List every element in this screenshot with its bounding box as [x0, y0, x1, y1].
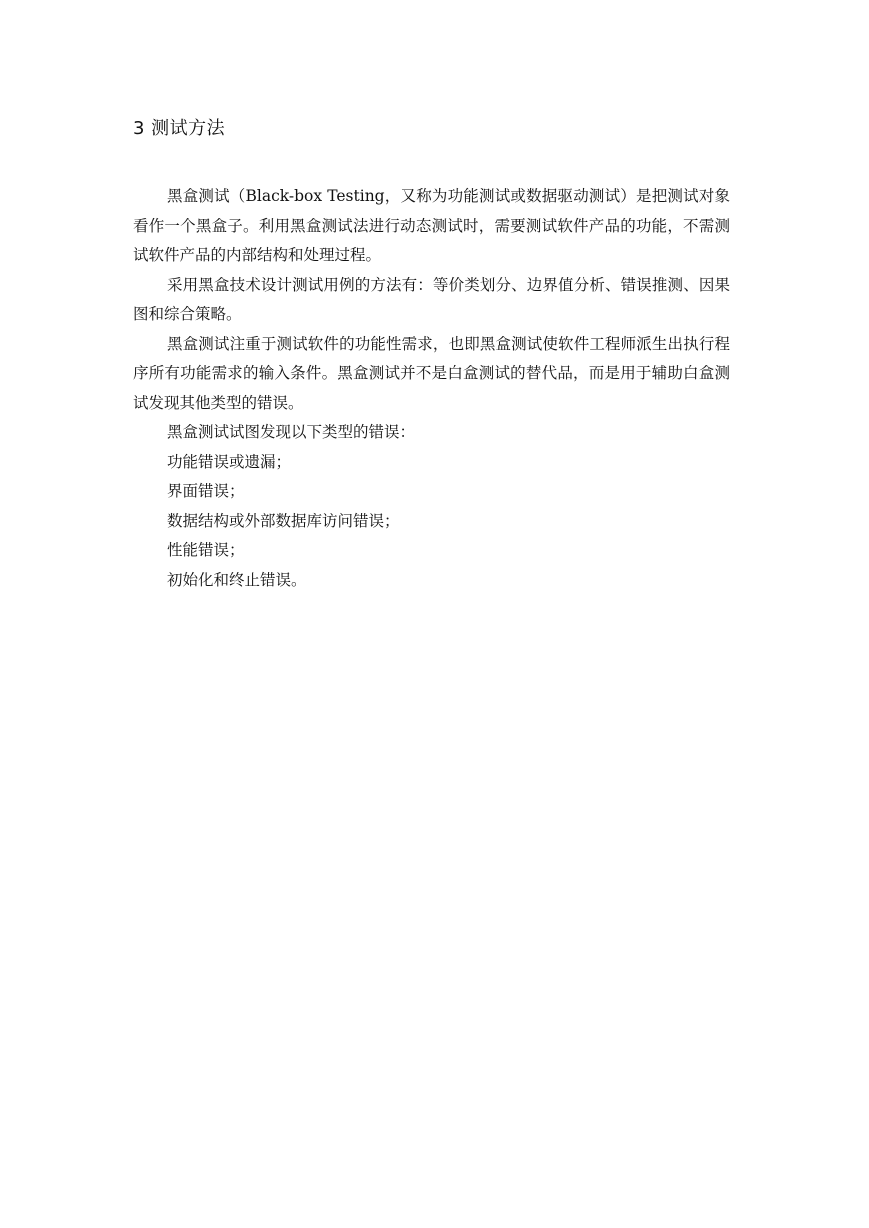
- list-item: 数据结构或外部数据库访问错误；: [167, 511, 400, 530]
- paragraph-functional-requirements: 黑盒测试注重于测试软件的功能性需求，也即黑盒测试使软件工程师派生出执行程序所有功能需求的输入条件。黑盒测试并不是白盒测试的替代品，而是用于辅助白盒测试发现其他类型的错误。: [133, 334, 730, 412]
- paragraph-test-case-methods: 采用黑盒技术设计测试用例的方法有：等价类划分、边界值分析、错误推测、因果图和综合策略。: [133, 275, 730, 323]
- paragraph-black-box-definition: 黑盒测试（Black-box Testing，又称为功能测试或数据驱动测试）是把测试对象看作一个黑盒子。利用黑盒测试法进行动态测试时，需要测试软件产品的功能，不需测试软件产品的内部结构和处理过程。: [133, 187, 730, 264]
- list-item: 初始化和终止错误。: [167, 570, 307, 589]
- list-item: 性能错误；: [167, 541, 245, 559]
- list-item: 功能错误或遗漏；: [167, 452, 292, 471]
- section-title: 3 测试方法: [133, 118, 226, 139]
- list-item: 界面错误；: [167, 482, 245, 500]
- document-page: [133, 116, 730, 595]
- error-type-list: [133, 448, 730, 596]
- paragraph-error-intro: 黑盒测试试图发现以下类型的错误：: [167, 423, 416, 441]
